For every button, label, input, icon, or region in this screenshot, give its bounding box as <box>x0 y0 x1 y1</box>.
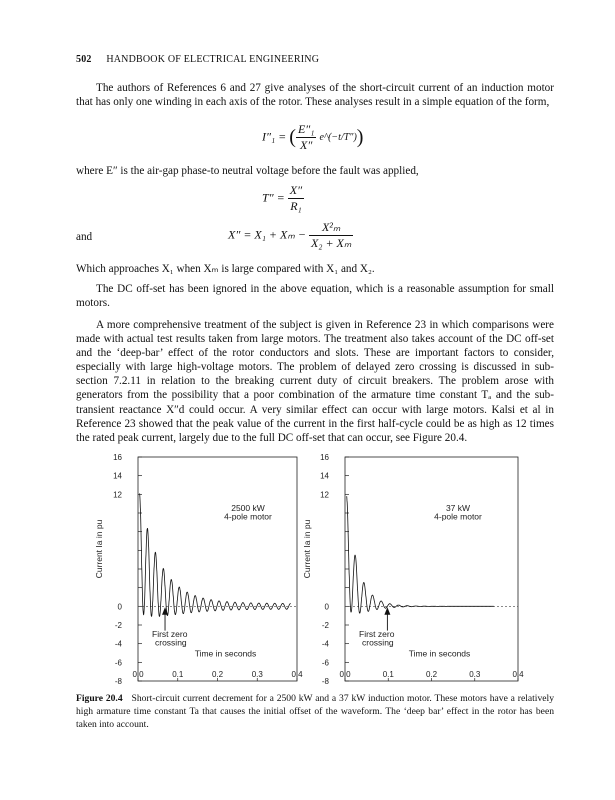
equation-lhs: I″₁ = <box>262 129 287 144</box>
equation-exponent: e^(−t/T″) <box>319 132 357 143</box>
x-tick-label: 0.4 <box>512 670 524 679</box>
first-zero-crossing-label: crossing <box>155 637 187 648</box>
y-tick-label: -2 <box>114 621 122 630</box>
y-tick-label: -4 <box>114 639 122 649</box>
paragraph-text: The authors of References 6 and 27 give analyses of the short-circuit current of an induction motor that has only one winding in each axis of the rotor. These analyses result in a simple equation of the form, <box>76 82 554 109</box>
equation-lhs: T″ = <box>262 190 285 205</box>
y-tick-label: -8 <box>114 677 122 686</box>
paragraph-text: The DC off-set has been ignored in the above equation, which is a reasonable assumption for small motors. <box>76 283 554 310</box>
y-axis-label: Current Ia in pu <box>302 519 312 579</box>
motor-rating-label: 37 kW <box>445 503 471 514</box>
y-tick-label: 14 <box>320 471 329 481</box>
x-tick-label: 0.1 <box>172 670 184 679</box>
paragraph-text: Which approaches X₁ when Xₘ is large compared with X₁ and X₂. <box>76 263 375 275</box>
first-zero-crossing-label: crossing <box>362 637 394 648</box>
fraction-denominator: R₁ <box>290 199 302 213</box>
chart-2500kw <box>94 453 303 686</box>
x-tick-label: 0.0 <box>132 670 144 679</box>
y-tick-label: 16 <box>320 453 329 462</box>
fraction-numerator: X²ₘ <box>309 220 353 236</box>
figure-caption <box>76 692 554 731</box>
running-title: HANDBOOK OF ELECTRICAL ENGINEERING <box>106 54 320 65</box>
paragraph-text: where E″ is the air-gap phase-to neutral voltage before the fault was applied, <box>76 165 419 177</box>
motor-rating-label: 2500 kW <box>231 503 265 514</box>
fraction-numerator: X″ <box>289 183 303 197</box>
x-tick-label: 0.0 <box>339 670 351 679</box>
y-tick-label: 14 <box>113 471 122 481</box>
fraction-denominator: X″ <box>300 138 313 152</box>
motor-type-label: 4-pole motor <box>434 511 482 522</box>
y-tick-label: -6 <box>321 658 329 668</box>
x-axis-label: Time in seconds <box>408 648 471 659</box>
fraction-denominator: X₂ + Xₘ <box>310 236 352 250</box>
y-tick-label: 16 <box>113 453 122 462</box>
y-tick-label: 12 <box>113 490 122 500</box>
y-tick-label: 12 <box>320 490 329 500</box>
motor-type-label: 4-pole motor <box>224 511 272 522</box>
chart-37kw <box>302 453 524 686</box>
page-number: 502 <box>76 54 92 65</box>
figure-caption-text: Short-circuit current decrement for a 2500 kW and a 37 kW induction motor. These motors have a relatively high armature time constant Ta that causes the initial offset of the waveform. The ‘deep bar’ effect in the rotor has been taken into account. <box>76 693 554 730</box>
equation-current: I″₁ = ( $\frac{\text{E″₁}}{X''}$ e^(−t/T″)) <box>262 122 364 152</box>
first-zero-crossing-label: First zero <box>152 629 188 640</box>
x-tick-label: 0.1 <box>382 670 394 679</box>
paragraph-text: A more comprehensive treatment of the subject is given in Reference 23 in which comparisons were made with actual test results taken from large motors. The treatment also takes account of the DC off-set and the ‘deep-bar’ effect of the rotor conductors and slots. These are important factors to consider, especially with large high-voltage motors. The problem of delayed zero crossing is discussed in sub-section 7.2.11 in relation to the breaking current duty of circuit breakers. The problem arose with generators from the possibility that a poor combination of the armature time constant Tₐ and the sub-transient reactance X″d could occur. A very similar effect can occur with large motors. Kalsi et al in Reference 23 showed that the peak value of the current in the first half-cycle could be as high as 12 times the rated peak current, largely due to the full DC off-set that can occur, see Figure 20.4. <box>76 319 554 444</box>
fraction-numerator: E″₁ <box>297 122 315 136</box>
x-tick-label: 0.3 <box>469 670 481 679</box>
y-tick-label: -4 <box>321 639 329 649</box>
y-tick-label: 0 <box>324 602 329 612</box>
zero-crossing-arrow-head <box>162 607 168 614</box>
x-axis-label: Time in seconds <box>194 648 257 659</box>
x-tick-label: 0.2 <box>425 670 438 679</box>
x-tick-label: 0.4 <box>291 670 303 679</box>
figure-label: Figure 20.4 <box>76 693 123 704</box>
first-zero-crossing-label: First zero <box>359 629 395 640</box>
y-tick-label: 0 <box>117 602 122 612</box>
and-text: and <box>76 231 93 243</box>
y-tick-label: -2 <box>321 621 329 630</box>
y-tick-label: -8 <box>321 677 329 686</box>
x-tick-label: 0.3 <box>251 670 263 679</box>
y-axis-label: Current Ia in pu <box>94 519 104 579</box>
equation-lhs: X″ = X₁ + Xₘ − <box>228 227 306 242</box>
x-tick-label: 0.2 <box>211 670 224 679</box>
y-tick-label: -6 <box>114 658 122 668</box>
